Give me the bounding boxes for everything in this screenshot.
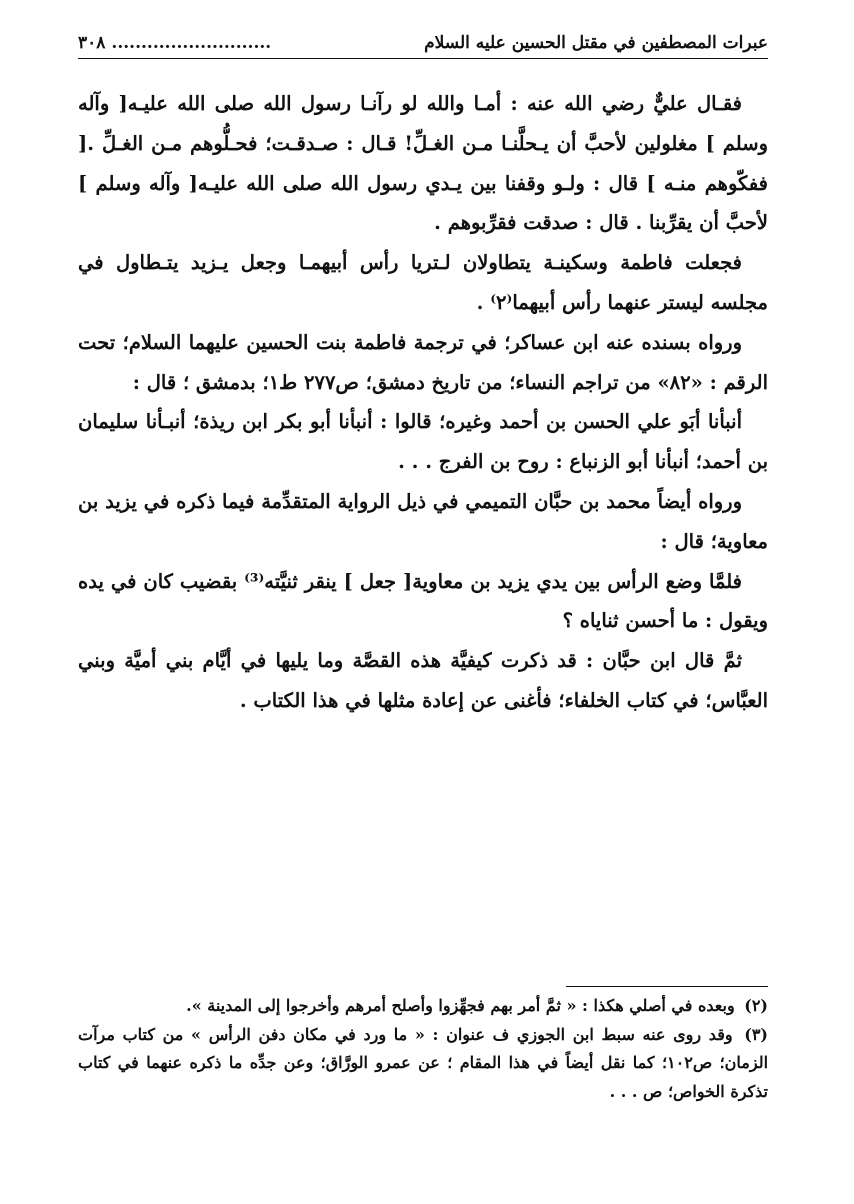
footnote-text: وقد روى عنه سبط ابن الجوزي ف عنوان : « ما ورد في مكان دفن الرأس » من كتاب مرآت الزمان؛ ص١٠٢؛ كما نقل أيضاً في هذا المقام ؛ عن عمرو الورَّاق؛ وعن جدِّه ما ذكره عنهما في كتاب تذكرة الخواص؛ ص . . . bbox=[78, 1024, 769, 1101]
paragraph: ثمَّ قال ابن حبَّان : قد ذكرت كيفيَّة هذه القصَّة وما يليها في أيَّام بني أميَّة وبني العبَّاس؛ في كتاب الخلفاء؛ فأغنى عن إعادة مثلها في هذا الكتاب . bbox=[78, 649, 768, 712]
footnote-text: وبعده في أصلي هكذا : « ثمَّ أمر بهم فجهِّزوا وأصلح أمرهم وأخرجوا إلى المدينة ». bbox=[186, 996, 735, 1015]
footnotes bbox=[78, 992, 768, 1106]
footnote bbox=[78, 1021, 768, 1107]
paragraph: ورواه أيضاً محمد بن حبَّان التميمي في ذيل الرواية المتقدِّمة فيما ذكره في يزيد بن معاوية؛ قال : bbox=[78, 489, 768, 553]
footnote-divider bbox=[566, 986, 768, 987]
paragraph: فجعلت فاطمة وسكينـة يتطاولان لـتريا رأس أبيهمـا وجعل يـزيد يتـطاول في مجلسه ليستر عنهما رأس أبيهما⁽٢⁾ . bbox=[78, 251, 768, 314]
header-dots: ........................... bbox=[111, 33, 272, 53]
paragraph: ورواه بسنده عنه ابن عساكر؛ في ترجمة فاطمة بنت الحسين عليهما السلام؛ تحت الرقم : «٨٢» من تراجم النساء؛ من تاريخ دمشق؛ ص٢٧٧ ط١؛ بدمشق ؛ قال : bbox=[78, 330, 768, 394]
page-header bbox=[78, 28, 768, 58]
running-title: عبرات المصطفين في مقتل الحسين عليه السلام bbox=[424, 33, 768, 53]
paragraph: أنبأنا أبَو علي الحسن بن أحمد وغيره؛ قالوا : أنبأنا أبو بكر ابن ريذة؛ أنبـأنا سليمان بن أحمد؛ أنبأنا أبو الزنباع : روح بن الفرج . . . bbox=[78, 410, 768, 474]
paragraph: فلمَّا وضع الرأس بين يدي يزيد بن معاوية[ جعل ] ينقر ثنيَّته⁽³⁾ بقضيب كان في يده ويقول : ما أحسن ثناياه ؟ bbox=[78, 569, 768, 633]
footnote-number: (٣) bbox=[744, 1024, 768, 1044]
paragraph: فقـال عليٌّ رضي الله عنه : أمـا والله لو رآنـا رسول الله صلى الله عليـه[ وآله وسلم ] مغلولين لأحبَّ أن يـحلَّنـا مـن الغـلِّ! قـال : صـدقـت؛ فحـلُّوهم مـن الغـلِّ .[ ففكّوهم منـه ] قال : ولـو وقفنا بين يـدي رسول الله صلى الله عليـه[ وآله وسلم ] لأحبَّ أن يقرِّبنا . قال : صدقت فقرِّبوهم . bbox=[78, 92, 768, 235]
footnote bbox=[78, 992, 768, 1021]
header-divider bbox=[78, 58, 768, 59]
footnote-number: (٢) bbox=[744, 996, 768, 1015]
page-number: ٣٠٨ bbox=[78, 33, 106, 53]
main-text bbox=[78, 84, 768, 721]
